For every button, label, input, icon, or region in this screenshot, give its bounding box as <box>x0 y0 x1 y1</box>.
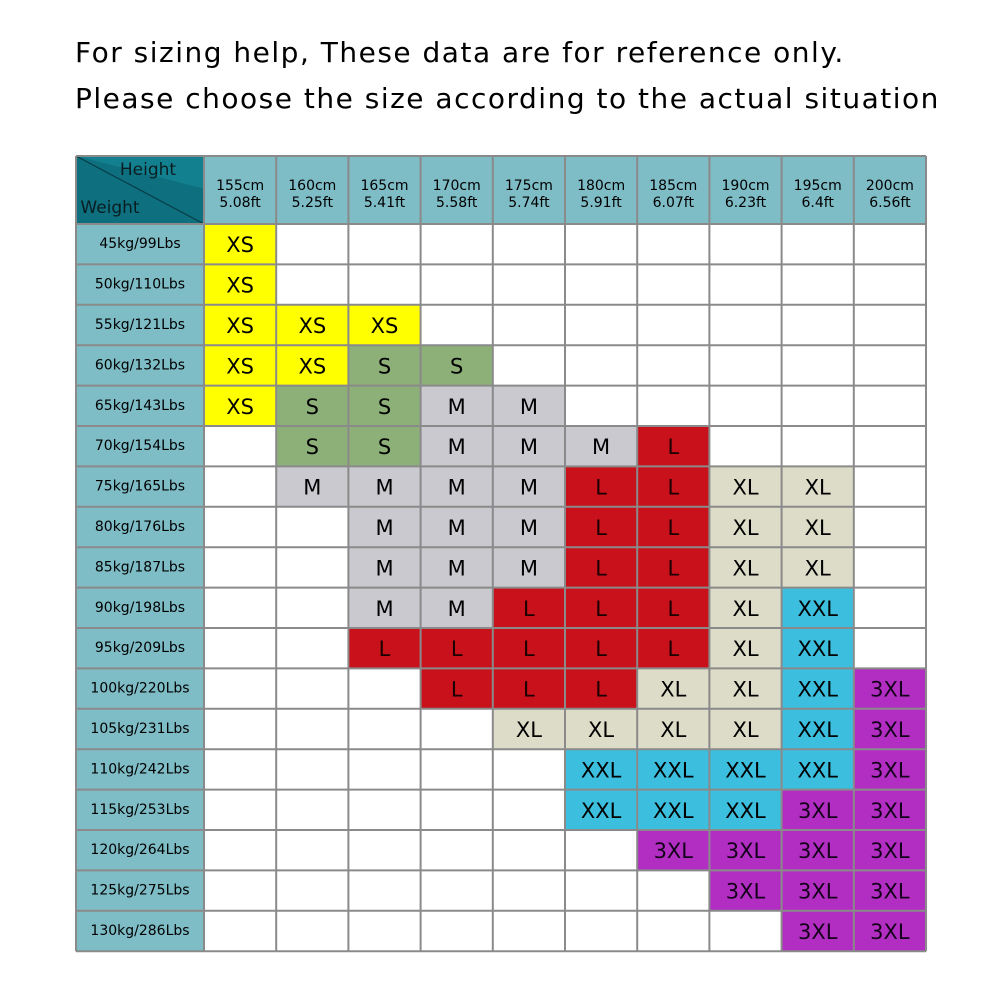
size-cell <box>565 870 637 910</box>
size-cell <box>276 628 348 668</box>
size-label: S <box>377 394 392 419</box>
size-label: XXL <box>725 758 766 783</box>
size-label: 3XL <box>797 839 838 864</box>
size-cell <box>421 790 493 830</box>
size-cell <box>276 224 348 264</box>
size-cell <box>204 790 276 830</box>
size-cell <box>421 264 493 304</box>
size-cell <box>348 224 420 264</box>
size-cell <box>276 507 348 547</box>
size-cell <box>493 790 565 830</box>
size-label: L <box>595 596 607 621</box>
size-cell <box>637 386 709 426</box>
size-cell <box>348 709 420 749</box>
size-cell <box>493 870 565 910</box>
column-header-ft: 5.58ft <box>436 195 478 211</box>
size-label: XXL <box>797 718 838 742</box>
row-header-label: 125kg/275Lbs <box>90 882 190 899</box>
size-label: M <box>375 556 394 581</box>
size-label: L <box>667 596 680 621</box>
size-cell <box>565 830 637 870</box>
size-cell <box>565 305 637 345</box>
size-cell <box>637 870 709 910</box>
size-label: M <box>303 475 322 500</box>
size-cell <box>276 870 348 910</box>
row-header-label: 55kg/121Lbs <box>94 317 186 333</box>
row-header-label: 75kg/165Lbs <box>94 478 186 495</box>
size-cell <box>854 305 926 345</box>
row-header-label: 65kg/143Lbs <box>94 397 186 414</box>
size-label: XL <box>732 596 759 621</box>
size-label: XL <box>515 718 542 742</box>
size-cell <box>709 224 781 264</box>
size-cell <box>637 224 709 264</box>
column-header-ft: 5.74ft <box>508 195 550 211</box>
size-cell <box>421 709 493 749</box>
size-label: L <box>523 637 535 662</box>
size-label: XL <box>732 718 759 742</box>
column-header-ft: 6.56ft <box>869 195 911 211</box>
size-cell <box>204 709 276 749</box>
size-cell <box>421 830 493 870</box>
size-label: L <box>523 596 535 621</box>
size-label: M <box>519 435 538 460</box>
size-label: XS <box>298 314 327 338</box>
size-cell <box>782 386 854 426</box>
column-header-ft: 6.4ft <box>801 195 834 211</box>
column-header-cm: 190cm <box>721 178 770 194</box>
size-label: XL <box>588 718 615 742</box>
size-cell <box>782 305 854 345</box>
size-label: L <box>667 516 680 540</box>
size-label: L <box>595 475 607 500</box>
row-header-label: 100kg/220Lbs <box>90 680 190 697</box>
size-cell <box>854 426 926 466</box>
size-cell <box>276 749 348 789</box>
size-label: XS <box>226 233 254 258</box>
size-cell <box>204 830 276 870</box>
size-label: M <box>447 435 466 460</box>
size-label: XXL <box>653 758 694 783</box>
size-cell <box>276 709 348 749</box>
size-cell <box>854 466 926 506</box>
size-cell <box>204 507 276 547</box>
size-label: 3XL <box>653 839 694 864</box>
size-label: M <box>375 596 394 621</box>
size-label: L <box>595 677 607 702</box>
size-cell <box>854 628 926 668</box>
size-cell <box>421 870 493 910</box>
size-label: M <box>447 596 466 621</box>
size-label: XXL <box>797 637 838 662</box>
size-cell <box>493 345 565 385</box>
size-label: L <box>667 637 680 662</box>
size-label: M <box>519 516 538 540</box>
size-cell <box>709 264 781 304</box>
size-cell <box>493 264 565 304</box>
size-label: XL <box>732 556 759 581</box>
size-cell <box>565 264 637 304</box>
size-cell <box>421 305 493 345</box>
size-cell <box>565 911 637 951</box>
size-label: XXL <box>580 758 622 783</box>
column-header-cm: 200cm <box>865 178 914 194</box>
size-label: XL <box>804 475 831 500</box>
size-label: S <box>305 394 319 419</box>
size-cell <box>276 588 348 628</box>
size-label: 3XL <box>797 920 838 944</box>
size-label: XS <box>226 314 254 338</box>
size-cell <box>565 386 637 426</box>
size-label: XXL <box>797 596 838 621</box>
size-cell <box>276 830 348 870</box>
size-cell <box>637 264 709 304</box>
size-cell <box>709 386 781 426</box>
size-cell <box>276 668 348 708</box>
size-cell <box>204 466 276 506</box>
size-label: 3XL <box>870 839 910 864</box>
column-header-ft: 5.41ft <box>363 195 406 211</box>
size-cell <box>348 790 420 830</box>
row-header-label: 130kg/286Lbs <box>90 923 190 939</box>
size-label: 3XL <box>797 879 838 904</box>
size-cell <box>854 386 926 426</box>
size-cell <box>782 224 854 264</box>
size-label: XXL <box>725 798 766 823</box>
size-label: M <box>519 556 538 581</box>
size-cell <box>854 224 926 264</box>
size-cell <box>709 426 781 466</box>
size-label: S <box>377 354 392 379</box>
size-cell <box>565 224 637 264</box>
size-cell <box>276 790 348 830</box>
size-label: S <box>377 435 392 460</box>
size-cell <box>204 870 276 910</box>
size-label: M <box>447 516 466 540</box>
size-label: XL <box>732 677 759 702</box>
size-label: L <box>450 677 463 702</box>
row-header-label: 110kg/242Lbs <box>90 761 190 778</box>
size-label: XL <box>732 516 759 540</box>
size-label: XS <box>226 354 254 379</box>
size-cell <box>421 749 493 789</box>
size-label: L <box>667 435 680 460</box>
row-header-label: 60kg/132Lbs <box>94 357 186 374</box>
corner-weight-label: Weight <box>80 198 140 218</box>
size-label: M <box>447 394 466 419</box>
size-cell <box>709 345 781 385</box>
size-cell <box>782 345 854 385</box>
size-label: XS <box>226 273 254 298</box>
size-label: XS <box>226 394 254 419</box>
row-header-label: 85kg/187Lbs <box>94 559 186 576</box>
size-cell <box>709 911 781 951</box>
size-cell <box>348 749 420 789</box>
size-cell <box>421 224 493 264</box>
size-label: XXL <box>797 758 838 783</box>
size-label: L <box>595 556 607 581</box>
size-cell <box>637 911 709 951</box>
size-cell <box>493 224 565 264</box>
size-cell <box>854 264 926 304</box>
size-label: M <box>375 516 394 540</box>
size-label: M <box>375 475 394 500</box>
size-cell <box>204 426 276 466</box>
column-header-cm: 160cm <box>288 178 337 194</box>
row-header-label: 90kg/198Lbs <box>94 599 186 616</box>
size-cell <box>782 426 854 466</box>
size-label: XL <box>804 516 831 540</box>
row-header-label: 115kg/253Lbs <box>90 801 190 818</box>
column-header-cm: 185cm <box>649 178 698 194</box>
size-label: S <box>450 354 464 379</box>
size-label: L <box>667 556 680 581</box>
size-cell <box>493 749 565 789</box>
column-header-cm: 155cm <box>216 178 265 194</box>
size-label: M <box>519 475 538 500</box>
size-label: M <box>519 394 538 419</box>
column-header-cm: 170cm <box>432 178 481 194</box>
size-label: L <box>595 637 607 662</box>
size-label: M <box>447 475 466 500</box>
column-header-cm: 175cm <box>504 178 553 194</box>
size-cell <box>854 588 926 628</box>
size-label: M <box>592 435 611 460</box>
row-header-label: 95kg/209Lbs <box>94 640 186 657</box>
row-header-label: 50kg/110Lbs <box>94 276 186 293</box>
size-cell <box>348 264 420 304</box>
size-label: XL <box>732 475 759 500</box>
size-label: 3XL <box>725 839 766 864</box>
column-header-cm: 180cm <box>577 178 626 194</box>
size-cell <box>493 911 565 951</box>
size-label: S <box>305 435 319 460</box>
size-cell <box>709 305 781 345</box>
column-header-ft: 6.07ft <box>652 195 694 211</box>
column-header-ft: 5.25ft <box>291 195 333 211</box>
size-cell <box>204 911 276 951</box>
size-label: XL <box>732 637 759 662</box>
size-cell <box>348 668 420 708</box>
size-label: M <box>447 556 466 581</box>
size-label: L <box>595 516 607 540</box>
size-label: XXL <box>580 798 622 823</box>
column-header-ft: 5.08ft <box>219 195 261 211</box>
size-label: 3XL <box>870 879 910 904</box>
size-cell <box>637 305 709 345</box>
size-cell <box>204 588 276 628</box>
size-cell <box>565 345 637 385</box>
size-cell <box>637 345 709 385</box>
size-label: L <box>523 677 535 702</box>
size-cell <box>204 547 276 587</box>
column-header-cm: 195cm <box>793 178 842 194</box>
row-header-label: 45kg/99Lbs <box>99 236 181 253</box>
size-cell <box>276 264 348 304</box>
size-cell <box>854 507 926 547</box>
size-cell <box>348 830 420 870</box>
size-cell <box>276 911 348 951</box>
size-label: 3XL <box>870 798 910 823</box>
size-label: XS <box>298 354 327 379</box>
size-label: XL <box>804 556 831 581</box>
size-label: XS <box>370 314 399 338</box>
size-label: 3XL <box>870 677 910 702</box>
size-cell <box>204 749 276 789</box>
size-cell <box>348 870 420 910</box>
size-label: 3XL <box>797 798 838 823</box>
column-header-cm: 165cm <box>360 178 409 194</box>
size-cell <box>204 628 276 668</box>
size-label: XXL <box>797 677 838 702</box>
row-header-label: 120kg/264Lbs <box>90 842 190 859</box>
size-label: 3XL <box>870 718 910 742</box>
size-cell <box>204 668 276 708</box>
title-line-1: For sizing help, These data are for reference only. <box>75 36 845 69</box>
corner-height-label: Height <box>119 160 177 180</box>
size-label: 3XL <box>870 920 910 944</box>
row-header-label: 70kg/154Lbs <box>94 438 186 455</box>
size-label: 3XL <box>870 758 910 783</box>
size-cell <box>276 547 348 587</box>
column-header-ft: 5.91ft <box>580 195 622 211</box>
size-cell <box>421 911 493 951</box>
size-cell <box>348 911 420 951</box>
size-cell <box>782 264 854 304</box>
size-label: 3XL <box>725 879 766 904</box>
title-line-2: Please choose the size according to the actual situation <box>75 82 940 115</box>
column-header-ft: 6.23ft <box>724 195 767 211</box>
size-label: L <box>450 637 463 662</box>
row-header-label: 80kg/176Lbs <box>94 519 186 535</box>
size-label: L <box>667 475 680 500</box>
size-cell <box>493 305 565 345</box>
size-cell <box>854 547 926 587</box>
size-label: XL <box>660 677 687 702</box>
row-header-label: 105kg/231Lbs <box>90 721 190 737</box>
size-cell <box>854 345 926 385</box>
size-label: XL <box>660 718 687 742</box>
size-cell <box>493 830 565 870</box>
size-label: L <box>378 637 391 662</box>
size-label: XXL <box>653 798 694 823</box>
